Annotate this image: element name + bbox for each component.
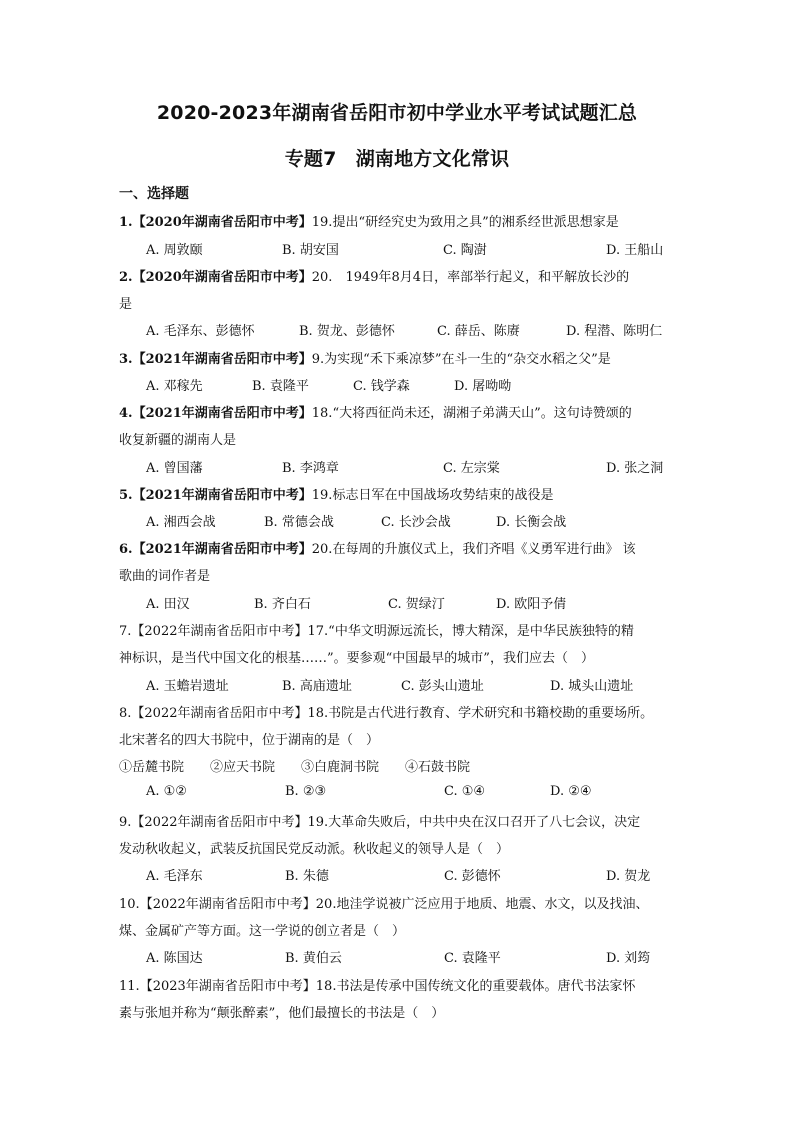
option-c: C. 彭头山遗址	[401, 679, 484, 694]
option-b: B. 高庙遗址	[282, 679, 352, 694]
option-a: A. 毛泽东、彭德怀	[146, 324, 255, 339]
option-b: B. 袁隆平	[252, 379, 309, 394]
option-c: C. 贺绿汀	[388, 597, 445, 612]
option-c: C. 钱学森	[353, 379, 410, 394]
option-c: C. 袁隆平	[444, 951, 501, 966]
option-d: D. 王船山	[606, 243, 664, 258]
question-4-stem-cont: 收复新疆的湖南人是	[119, 433, 237, 448]
option-c: C. 彭德怀	[444, 869, 501, 884]
question-2-stem: 2.【2020年湖南省岳阳市中考】20. 1949年8月4日，率部举行起义，和平解放长沙的	[119, 270, 630, 285]
option-b: B. 胡安国	[282, 243, 339, 258]
question-2-stem-cont: 是	[119, 297, 133, 312]
question-8-stem: 8.【2022年湖南省岳阳市中考】18.书院是古代进行教育、学术研究和书籍校勘的重要场所。	[119, 706, 654, 721]
option-b: B. ②③	[285, 784, 327, 799]
question-11-stem-cont: 素与张旭并称为“颠张醉素”，他们最擅长的书法是（ ）	[119, 1006, 445, 1021]
option-d: D. 屠呦呦	[454, 379, 512, 394]
question-8-stem-cont: 北宋著名的四大书院中，位于湖南的是（ ）	[119, 733, 380, 748]
option-c: C. 左宗棠	[443, 461, 500, 476]
option-d: D. 贺龙	[606, 869, 651, 884]
option-b: B. 李鸿章	[282, 461, 339, 476]
option-a: A. 周敦颐	[146, 243, 203, 258]
question-10-stem: 10.【2022年湖南省岳阳市中考】20.地洼学说被广泛应用于地质、地震、水文，以及找油、	[119, 897, 649, 912]
question-7-stem: 7.【2022年湖南省岳阳市中考】17.“中华文明源远流长，博大精深，是中华民族独特的精	[119, 624, 634, 639]
option-d: D. 城头山遗址	[550, 679, 634, 694]
option-d: D. ②④	[550, 784, 592, 799]
option-a: A. 陈国达	[146, 951, 203, 966]
option-b: B. 齐白石	[254, 597, 311, 612]
option-a: A. 玉蟾岩遗址	[146, 679, 229, 694]
question-6-stem: 6.【2021年湖南省岳阳市中考】20.在每周的升旗仪式上，我们齐唱《义勇军进行曲》 该	[119, 542, 636, 557]
question-4-stem: 4.【2021年湖南省岳阳市中考】18.“大将西征尚未还，湖湘子弟满天山”。这句诗赞颂的	[119, 406, 632, 421]
option-b: B. 黄伯云	[285, 951, 342, 966]
section-heading: 一、选择题	[119, 186, 189, 202]
question-11-stem: 11.【2023年湖南省岳阳市中考】18.书法是传承中国传统文化的重要载体。唐代书法家怀	[119, 979, 636, 994]
question-8-items: ①岳麓书院 ②应天书院 ③白鹿洞书院 ④石鼓书院	[119, 760, 471, 775]
document-title: 2020-2023年湖南省岳阳市初中学业水平考试试题汇总	[156, 102, 638, 124]
document-subtitle: 专题7 湖南地方文化常识	[284, 148, 510, 170]
option-a: A. 毛泽东	[146, 869, 203, 884]
question-9-stem-cont: 发动秋收起义，武装反抗国民党反动派。秋收起义的领导人是（ ）	[119, 842, 510, 857]
question-6-stem-cont: 歌曲的词作者是	[119, 569, 211, 584]
option-a: A. 田汉	[146, 597, 190, 612]
option-c: C. 薛岳、陈赓	[437, 324, 520, 339]
question-5-stem: 5.【2021年湖南省岳阳市中考】19.标志日军在中国战场攻势结束的战役是	[119, 488, 554, 503]
option-a: A. 曾国藩	[146, 461, 203, 476]
option-b: B. 朱德	[285, 869, 329, 884]
option-b: B. 常德会战	[264, 515, 334, 530]
option-a: A. ①②	[146, 784, 187, 799]
question-7-stem-cont: 神标识，是当代中国文化的根基……”。要参观“中国最早的城市”，我们应去（ ）	[119, 651, 594, 666]
option-c: C. 陶澍	[443, 243, 487, 258]
question-10-stem-cont: 煤、金属矿产等方面。这一学说的创立者是（ ）	[119, 924, 406, 939]
option-a: A. 邓稼先	[146, 379, 203, 394]
option-c: C. 长沙会战	[381, 515, 451, 530]
option-c: C. ①④	[444, 784, 486, 799]
option-d: D. 长衡会战	[496, 515, 567, 530]
option-d: D. 刘筠	[606, 951, 651, 966]
question-9-stem: 9.【2022年湖南省岳阳市中考】19.大革命失败后，中共中央在汉口召开了八七会议，决定	[119, 815, 641, 830]
option-a: A. 湘西会战	[146, 515, 216, 530]
question-1-stem: 1.【2020年湖南省岳阳市中考】19.提出“研经究史为致用之具”的湘系经世派思想家是	[119, 215, 619, 230]
option-d: D. 张之洞	[606, 461, 664, 476]
question-3-stem: 3.【2021年湖南省岳阳市中考】9.为实现“禾下乘凉梦”在斗一生的“杂交水稻之父”是	[119, 352, 611, 367]
option-d: D. 欧阳予倩	[496, 597, 567, 612]
option-b: B. 贺龙、彭德怀	[299, 324, 395, 339]
option-d: D. 程潜、陈明仁	[566, 324, 663, 339]
